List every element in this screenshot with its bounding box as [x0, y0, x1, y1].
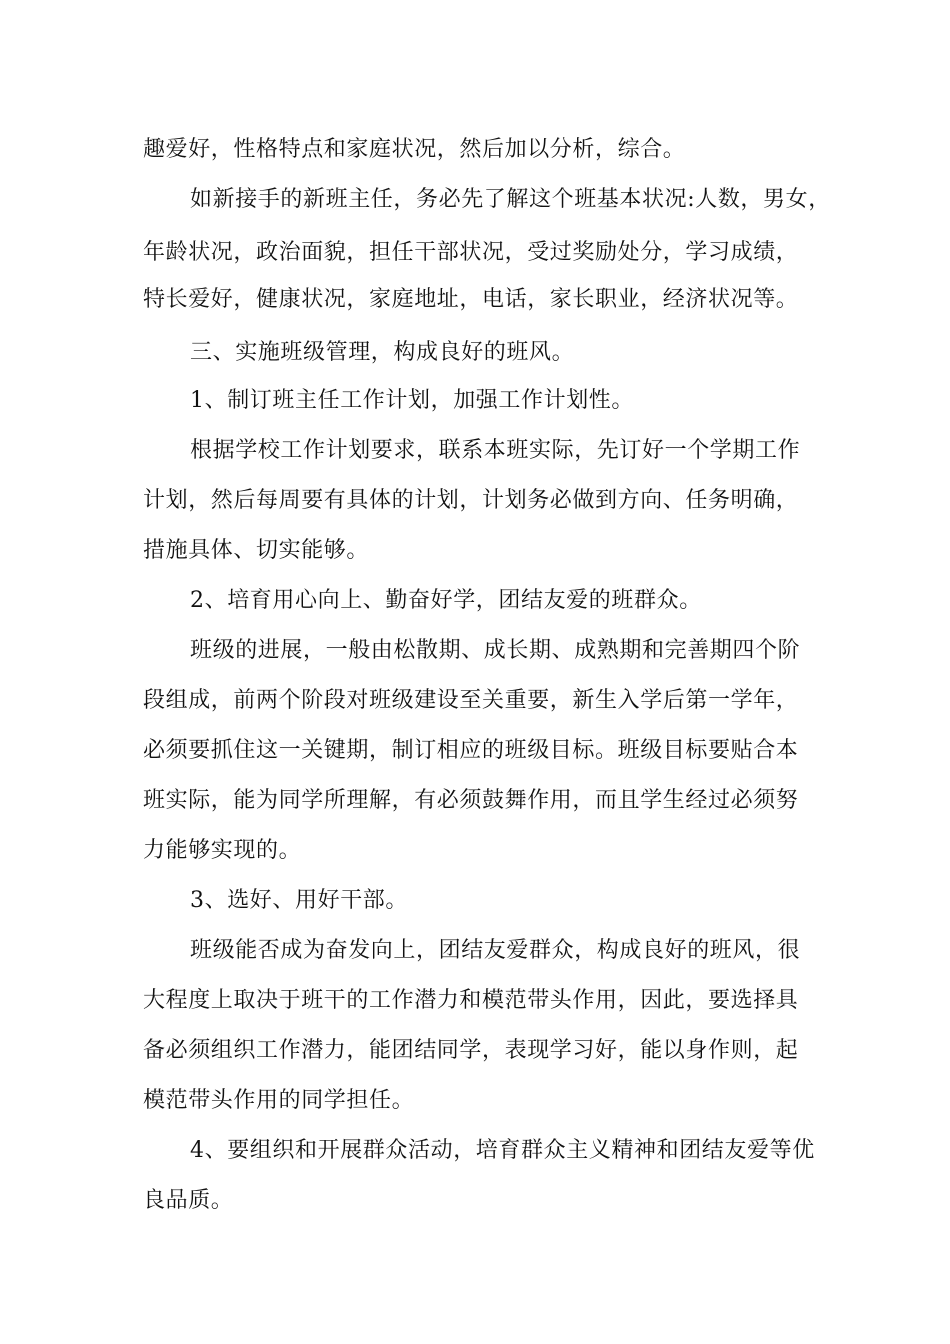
text-line: 力能够实现的。 [143, 838, 302, 863]
subheading-3: 3、选好、用好干部。 [190, 888, 408, 913]
subheading-1: 1、制订班主任工作计划，加强工作计划性。 [190, 388, 634, 413]
paragraph-start-line: 班级的进展，一般由松散期、成长期、成熟期和完善期四个阶 [190, 638, 801, 663]
text-line: 备必须组织工作潜力，能团结同学，表现学习好，能以身作则，起 [143, 1038, 799, 1063]
text-line: 必须要抓住这一关键期，制订相应的班级目标。班级目标要贴合本 [143, 738, 799, 763]
text-line: 大程度上取决于班干的工作潜力和模范带头作用，因此，要选择具 [143, 988, 799, 1013]
section-heading: 三、实施班级管理，构成良好的班风。 [190, 340, 575, 365]
text-line: 模范带头作用的同学担任。 [143, 1088, 415, 1113]
text-line: 段组成，前两个阶段对班级建设至关重要，新生入学后第一学年， [143, 688, 799, 713]
paragraph-start-line: 如新接手的新班主任，务必先了解这个班基本状况:人数，男女， [190, 187, 831, 212]
paragraph-start-line: 班级能否成为奋发向上，团结友爱群众，构成良好的班风，很 [190, 938, 801, 963]
text-line: 特长爱好，健康状况，家庭地址，电话，家长职业，经济状况等。 [143, 287, 799, 312]
text-line: 良品质。 [143, 1188, 234, 1213]
text-line: 年龄状况，政治面貌，担任干部状况，受过奖励处分，学习成绩， [143, 240, 799, 265]
subheading-4: 4、要组织和开展群众活动，培育群众主义精神和团结友爱等优 [190, 1138, 815, 1163]
paragraph-start-line: 根据学校工作计划要求，联系本班实际，先订好一个学期工作 [190, 438, 801, 463]
text-line: 措施具体、切实能够。 [143, 538, 370, 563]
text-line: 趣爱好，性格特点和家庭状况，然后加以分析，综合。 [143, 137, 686, 162]
text-line: 班实际，能为同学所理解，有必须鼓舞作用，而且学生经过必须努 [143, 788, 799, 813]
subheading-2: 2、培育用心向上、勤奋好学，团结友爱的班群众。 [190, 588, 702, 613]
text-line: 计划，然后每周要有具体的计划，计划务必做到方向、任务明确， [143, 488, 799, 513]
